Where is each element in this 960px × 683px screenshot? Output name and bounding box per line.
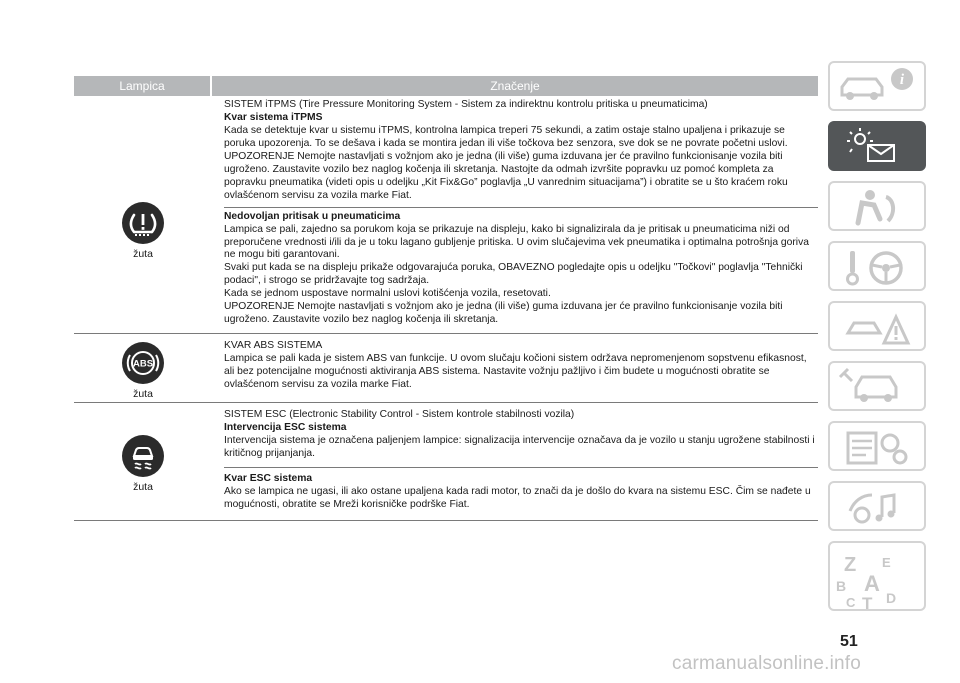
section-body: Lampica se pali kada je sistem ABS van funkcije. U ovom slučaju kočioni sistem održava nepromenjenom sopstvenu efikasnost, ali bez potencijalne mogućnosti aktiviranja ABS sistema. Nastavite vožnju pažljivo i čim budete u mogućnosti obratite se ovlašćenom servisu za vozila marke Fiat. (224, 353, 807, 391)
section-warning: UPOZORENJE Nemojte nastavljati s vožnjom ako je jedna (ili više) guma izduvana jer će pravilno funkcionisanje vozila biti ugroženo. Zaustavite vozilo bez naglog kočenja ili skretanja. Nastojte da odmah izvršite popravku uz pomoć kompleta za popravku pneumatika (videti opis u odeljku „Kit Fix&Go” poglavlja „U vanrednim situacijama”) i obratite se u što kraćem roku ovlašćenom servisu za vozila marke Fiat. (224, 150, 788, 201)
section-intro: KVAR ABS SISTEMA (224, 340, 323, 352)
text-block (224, 334, 818, 402)
section-intro: SISTEM iTPMS (Tire Pressure Monitoring System - Sistem za indirektnu kontrolu pritiska u pneumaticima) (224, 99, 708, 110)
index-letter: D (886, 590, 897, 606)
index-letter: B (836, 578, 847, 594)
warning-lights-table (74, 76, 818, 521)
section-title: Intervencija ESC sistema (224, 421, 347, 433)
table-row (74, 334, 818, 403)
nav-tab-warning-lights[interactable] (828, 121, 926, 171)
header-lamp: Lampica (74, 76, 212, 96)
svg-text:i: i (899, 72, 905, 88)
esc-warning-icon (122, 435, 164, 477)
nav-tab-servicing[interactable] (828, 361, 926, 411)
index-letter: A (864, 571, 880, 596)
text-block (224, 96, 818, 207)
table-row (74, 403, 818, 521)
index-letter: C (846, 595, 856, 610)
car-info-icon (830, 63, 928, 113)
meaning-cell (212, 334, 818, 402)
nav-tab-emergency[interactable] (828, 301, 926, 351)
meaning-cell (212, 403, 818, 520)
nav-tab-technical-data[interactable] (828, 421, 926, 471)
tpms-warning-icon (122, 202, 164, 244)
table-row (74, 96, 818, 334)
section-intro: SISTEM ESC (Electronic Stability Control - Sistem kontrole stabilnosti vozila) (224, 409, 575, 421)
index-letter: T (862, 594, 873, 613)
car-wrench-icon (830, 363, 928, 413)
lamp-cell (74, 403, 212, 520)
lamp-cell (74, 334, 212, 402)
lamp-color-label: žuta (133, 248, 153, 260)
section-title: Kvar ESC sistema (224, 472, 313, 484)
text-block (224, 207, 818, 334)
text-block (224, 403, 818, 467)
meaning-cell (212, 96, 818, 333)
abs-icon-text: ABS (132, 358, 154, 370)
section-body: Intervencija sistema je označena paljenjem lampice: signalizacija intervencije označava da je vozilo u stanju ugrožene stabilnosti i kritičnog prijanjanja. (224, 434, 815, 459)
header-meaning: Značenje (490, 79, 540, 93)
nav-tab-starting-driving[interactable] (828, 241, 926, 291)
section-title: Kvar sistema iTPMS (224, 111, 323, 123)
nav-tab-car-info[interactable] (828, 61, 926, 111)
page-number: 51 (840, 633, 858, 650)
table-header (74, 76, 818, 96)
multimedia-music-icon (830, 483, 928, 533)
section-text: Svaki put kada se na displeju prikaže odgovarajuća poruka, OBAVEZNO pogledajte opis u odeljku "Točkovi" poglavlja "Tehnički podaci", i strogo se pridržavajte tog sadržaja. (224, 262, 803, 287)
alphabetical-index-icon (830, 543, 928, 613)
specs-gears-icon (830, 423, 928, 473)
section-warning: UPOZORENJE Nemojte nastavljati s vožnjom ako je jedna (ili više) guma izduvana jer će pravilno funkcionisanje vozila biti ugroženo. Zaustavite vozilo bez naglog kočenja ili skretanja. (224, 301, 783, 326)
section-body: Ako se lampica ne ugasi, ili ako ostane upaljena kada radi motor, to znači da je došlo do kvara na sistemu ESC. Čim se nađete u mogućnosti, obratite se Mreži korisničke podrške Fiat. (224, 485, 811, 510)
lamp-color-label: žuta (133, 388, 153, 401)
section-title: Nedovoljan pritisak u pneumaticima (224, 210, 401, 222)
emergency-triangle-icon (830, 303, 928, 353)
lamp-color-label: žuta (133, 481, 153, 494)
seat-airbag-icon (830, 183, 928, 233)
key-steering-wheel-icon (830, 243, 928, 293)
section-body: Lampica se pali, zajedno sa porukom koja se prikazuje na displeju, kako bi signalizirala da je pritisak u pneumaticima niži od preporučene vrednosti i/ili da je u toku lagano gubljenje pritiska. U ovim slučajevima vek pneumatika i optimalna potrošnja goriva ne mogu biti garantovani. (224, 223, 809, 261)
nav-tab-multimedia[interactable] (828, 481, 926, 531)
warning-light-message-icon (830, 123, 924, 169)
watermark: carmanualsonline.info (672, 653, 862, 674)
section-body: Kada se detektuje kvar u sistemu iTPMS, kontrolna lampica treperi 75 sekundi, a zatim ostaje stalno upaljena i prikazuje se poruka upozorenja. To se dešava i kada se montira jedan ili više točkova bez senzora, sve dok se ne povrate početni uslovi. (224, 124, 788, 149)
text-block (224, 467, 818, 520)
lamp-cell (74, 96, 212, 333)
index-letter: Z (844, 554, 857, 576)
nav-tab-index[interactable] (828, 541, 926, 611)
index-letter: E (882, 555, 891, 570)
abs-warning-icon (122, 342, 164, 384)
nav-tab-seats-safety[interactable] (828, 181, 926, 231)
section-text: Kada se jednom uspostave normalni uslovi kotišćenja vozila, resetovati. (224, 288, 551, 300)
